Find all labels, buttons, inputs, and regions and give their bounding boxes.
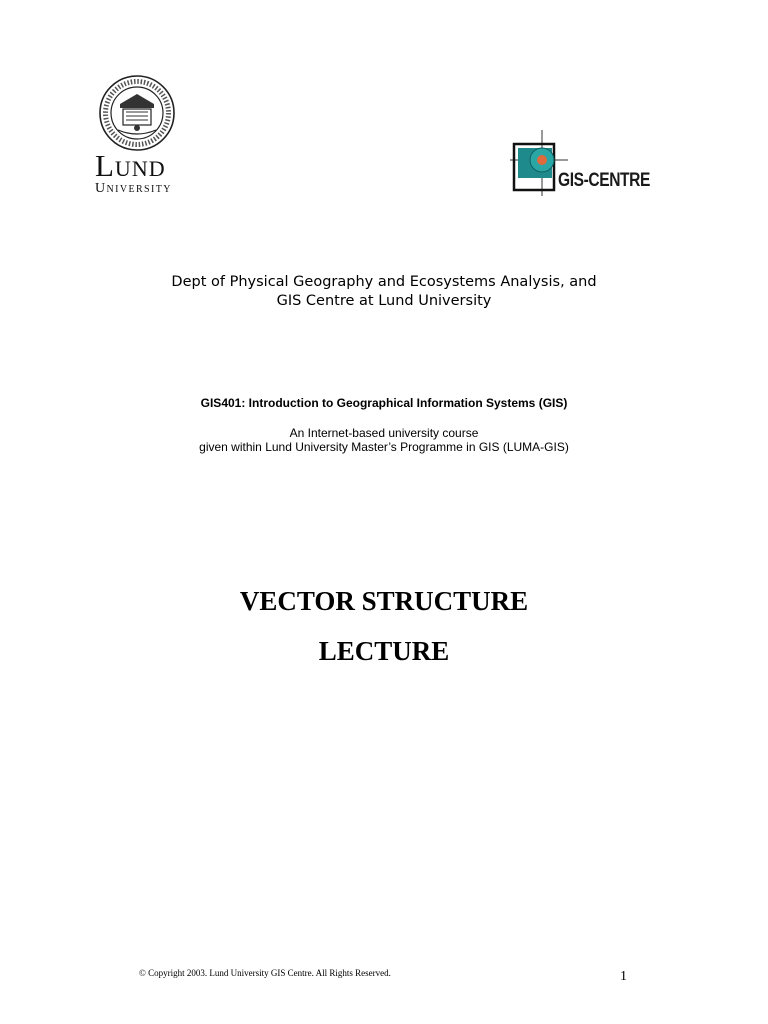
document-title-line-2: LECTURE	[318, 636, 450, 666]
gis-centre-name: GIS-CENTRE	[558, 170, 650, 191]
dept-line-1: Dept of Physical Geography and Ecosystems Analysis, and	[171, 274, 597, 290]
dept-line-2: GIS Centre at Lund University	[276, 293, 492, 309]
page-number: 1	[620, 969, 627, 984]
course-desc-line-1: An Internet-based university course	[289, 426, 479, 440]
department-heading	[0, 273, 768, 311]
course-title: GIS401: Introduction to Geographical Information Systems (GIS)	[200, 396, 568, 410]
lund-name: Lund	[95, 148, 166, 183]
lund-university-seal-icon	[98, 74, 176, 152]
course-desc-line-2: given within Lund University Master’s Programme in GIS (LUMA-GIS)	[199, 440, 569, 454]
copyright-notice: © Copyright 2003. Lund University GIS Centre. All Rights Reserved.	[139, 968, 391, 978]
university-name: University	[95, 181, 172, 196]
document-title-line-1: VECTOR STRUCTURE	[239, 586, 529, 616]
course-description	[0, 426, 768, 454]
lund-university-wordmark	[95, 150, 215, 196]
